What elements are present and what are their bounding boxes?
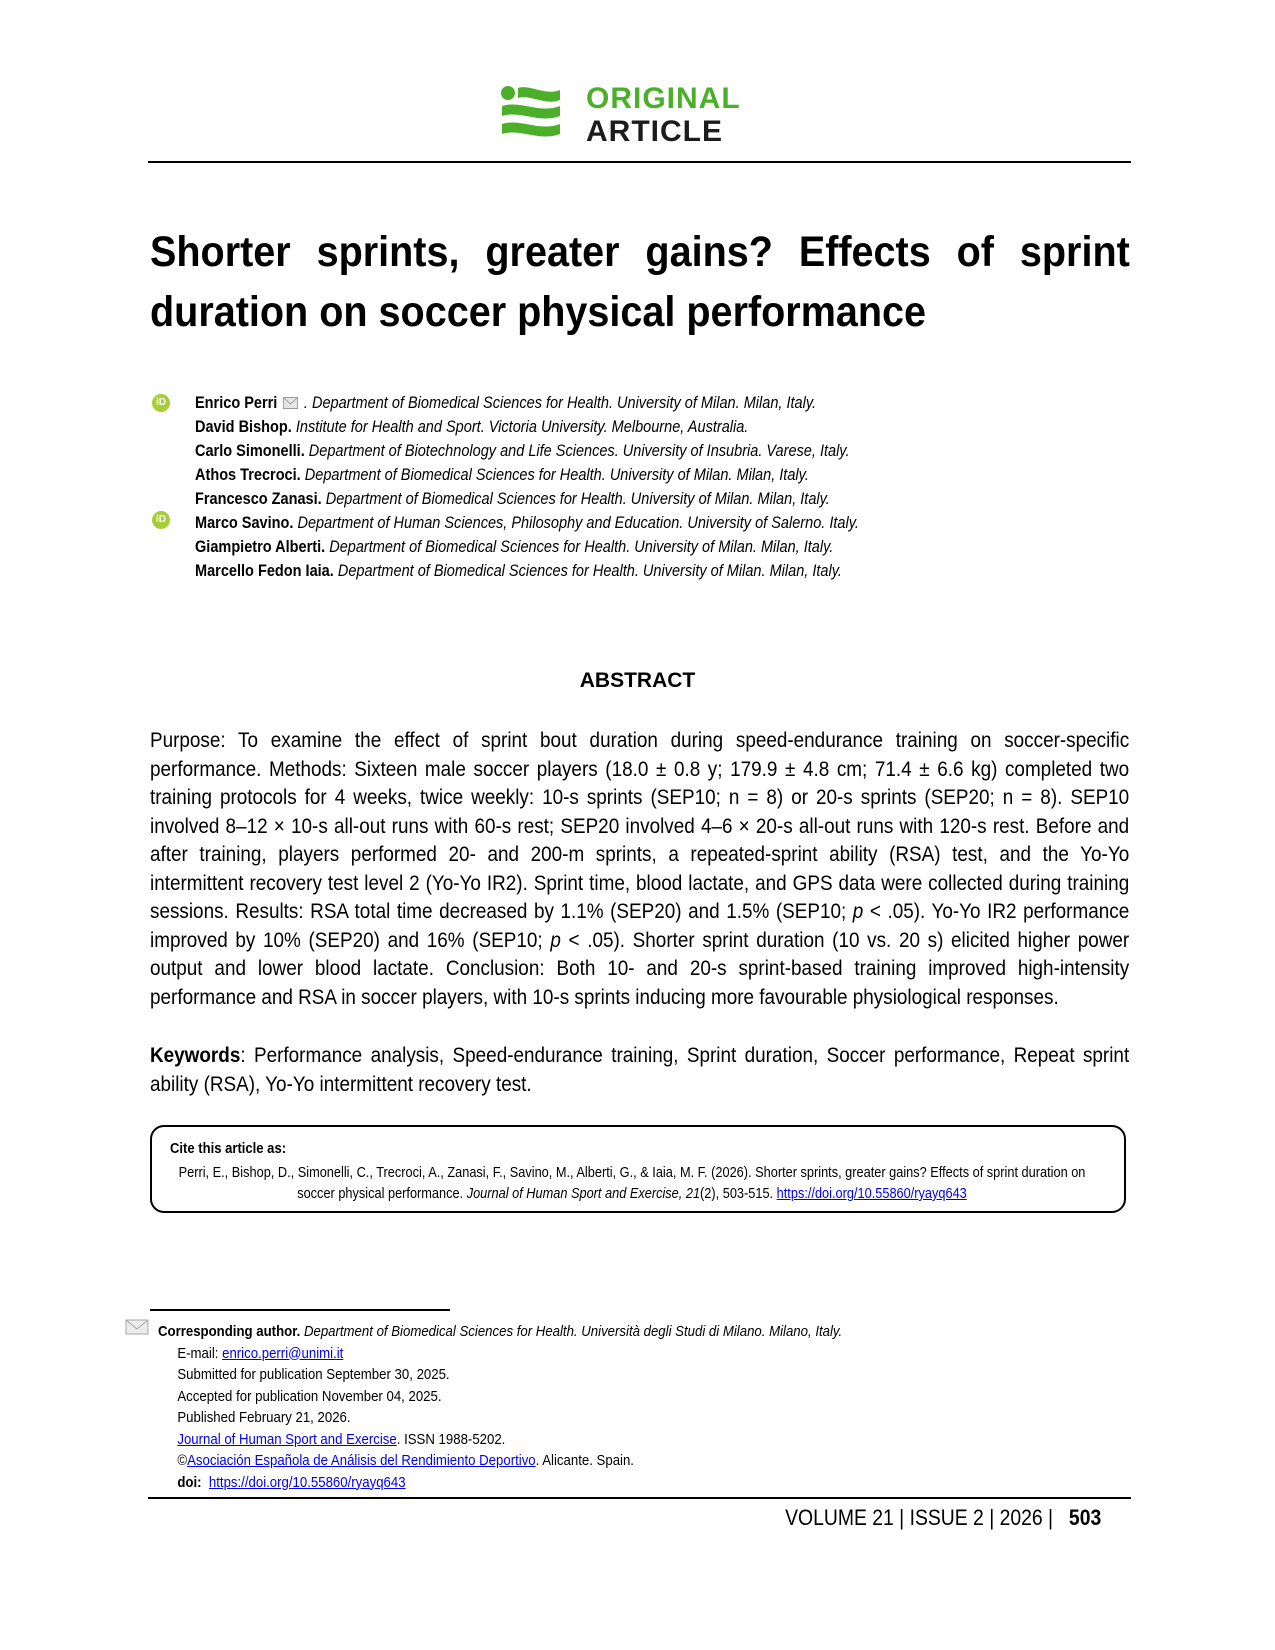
page-footer	[785, 1505, 1101, 1531]
author-entry	[195, 559, 987, 583]
doi-link[interactable]: https://doi.org/10.55860/ryayq643	[208, 1473, 406, 1491]
author-entry	[195, 463, 987, 487]
logo-text-article: ARTICLE	[586, 115, 723, 148]
corresponding-author-note: Corresponding author. Department of Biomedical Sciences for Health. Università degli Studi di Milano. Milano, Italy. E-mail: enrico.perri@unimi.it Submitted for publication September 30, 2025. Accepted for publication November 04, 2025. Published February 21, 2026. Journal of Human Sport and Exercise. ISSN 1988-5202. ©Asociación Española de Análisis del Rendimiento Deportivo. Alicante. Spain. doi: https://doi.org/10.55860/ryayq643	[158, 1321, 1038, 1493]
author-entry	[195, 487, 987, 511]
keywords-list: : Performance analysis, Speed-endurance training, Sprint duration, Soccer performance, Repeat sprint ability (RSA), Yo-Yo intermittent recovery test.	[150, 1044, 1130, 1096]
author-entry	[195, 535, 987, 559]
author-affiliation: Department of Biomedical Sciences for Health. University of Milan. Milan, Italy.	[325, 490, 830, 508]
author-name: David Bishop.	[195, 418, 292, 436]
author-list	[195, 391, 1095, 583]
author-affiliation: Department of Biomedical Sciences for Health. University of Milan. Milan, Italy.	[329, 538, 834, 556]
author-entry	[195, 415, 987, 439]
original-article-logo	[500, 82, 790, 152]
citation-doi-link[interactable]: https://doi.org/10.55860/ryayq643	[776, 1186, 967, 1202]
journal-link[interactable]: Journal of Human Sport and Exercise	[177, 1430, 397, 1448]
accepted-date: Accepted for publication November 04, 2025.	[177, 1387, 442, 1405]
abstract-heading: ABSTRACT	[579, 669, 696, 692]
keywords	[150, 1042, 1129, 1099]
author-name: Marco Savino.	[195, 514, 294, 532]
article-title: Shorter sprints, greater gains? Effects of sprint duration on soccer physical performance	[150, 228, 1130, 336]
author-affiliation: Department of Biotechnology and Life Sciences. University of Insubria. Varese, Italy.	[308, 442, 850, 460]
author-entry: Enrico Perri . Department of Biomedical Sciences for Health. University of Milan. Milan, Italy.	[195, 394, 817, 412]
author-name: Giampietro Alberti.	[195, 538, 326, 556]
author-name: Athos Trecroci.	[195, 466, 301, 484]
author-name: Marcello Fedon Iaia.	[195, 562, 334, 580]
logo-stripes-icon	[500, 84, 562, 148]
abstract-body: Purpose: To examine the effect of sprint bout duration during speed-endurance training on soccer-specific performance. Methods: Sixteen male soccer players (18.0 ± 0.8 y; 179.9 ± 4.8 cm; 71.4 ± 6.6 kg) completed two training protocols for 4 weeks, twice weekly: 10-s sprints (SEP10; n = 8) or 20-s sprints (SEP20; n = 8). SEP10 involved 8–12 × 10-s all-out runs with 60-s rest; SEP20 involved 4–6 × 20-s all-out runs with 120-s rest. Before and after training, players performed 20- and 200-m sprints, a repeated-sprint ability (RSA) test, and the Yo-Yo intermittent recovery test level 2 (Yo-Yo IR2). Sprint time, blood lactate, and GPS data were collected during training sessions. Results: RSA total time decreased by 1.1% (SEP20) and 1.5% (SEP10; p < .05). Yo-Yo IR2 performance improved by 10% (SEP20) and 16% (SEP10; p < .05). Shorter sprint duration (10 vs. 20 s) elicited higher power output and lower blood lactate. Conclusion: Both 10- and 20-s sprint-based training improved high-intensity performance and RSA in soccer players, with 10-s sprints inducing more favourable physiological responses.	[150, 729, 1130, 1009]
citation-box	[150, 1125, 1126, 1213]
email-link[interactable]: enrico.perri@unimi.it	[222, 1344, 344, 1362]
mail-icon[interactable]	[283, 397, 298, 409]
author-entry	[195, 511, 987, 535]
author-affiliation: Department of Biomedical Sciences for Health. University of Milan. Milan, Italy.	[311, 394, 817, 412]
footnote-divider	[150, 1309, 450, 1311]
author-affiliation: Department of Biomedical Sciences for Health. University of Milan. Milan, Italy.	[337, 562, 842, 580]
submitted-date: Submitted for publication September 30, 2025.	[177, 1366, 450, 1383]
logo-text-original: ORIGINAL	[586, 82, 741, 115]
citation-text: Perri, E., Bishop, D., Simonelli, C., Trecroci, A., Zanasi, F., Savino, M., Alberti, G., & Iaia, M. F. (2026). Shorter sprints, greater gains? Effects of sprint duration on soccer physical performance. Journal of Human Sport and Exercise, 21(2), 503-515. https://doi.org/10.55860/ryayq643	[178, 1165, 1086, 1202]
header-divider	[148, 161, 1131, 163]
volume-issue: VOLUME 21 | ISSUE 2 | 2026 |	[784, 1505, 1053, 1530]
author-name: Francesco Zanasi.	[195, 490, 322, 508]
orcid-icon[interactable]: iD	[152, 511, 170, 529]
author-affiliation: Institute for Health and Sport. Victoria University. Melbourne, Australia.	[295, 418, 749, 436]
orcid-icon[interactable]: iD	[152, 394, 170, 412]
page-number: 503	[1068, 1505, 1101, 1530]
published-date: Published February 21, 2026.	[177, 1409, 351, 1426]
author-affiliation: Department of Biomedical Sciences for Health. University of Milan. Milan, Italy.	[304, 466, 809, 484]
author-affiliation: Department of Human Sciences, Philosophy and Education. University of Salerno. Italy.	[297, 514, 859, 532]
author-entry	[195, 439, 987, 463]
mail-icon	[125, 1318, 149, 1336]
citation-label: Cite this article as:	[170, 1141, 287, 1157]
author-name: Carlo Simonelli.	[195, 442, 305, 460]
footer-divider	[148, 1497, 1131, 1499]
organization-link[interactable]: Asociación Española de Análisis del Rendimiento Deportivo	[187, 1452, 536, 1469]
author-name: Enrico Perri	[195, 394, 278, 412]
keywords-label: Keywords	[150, 1044, 241, 1067]
